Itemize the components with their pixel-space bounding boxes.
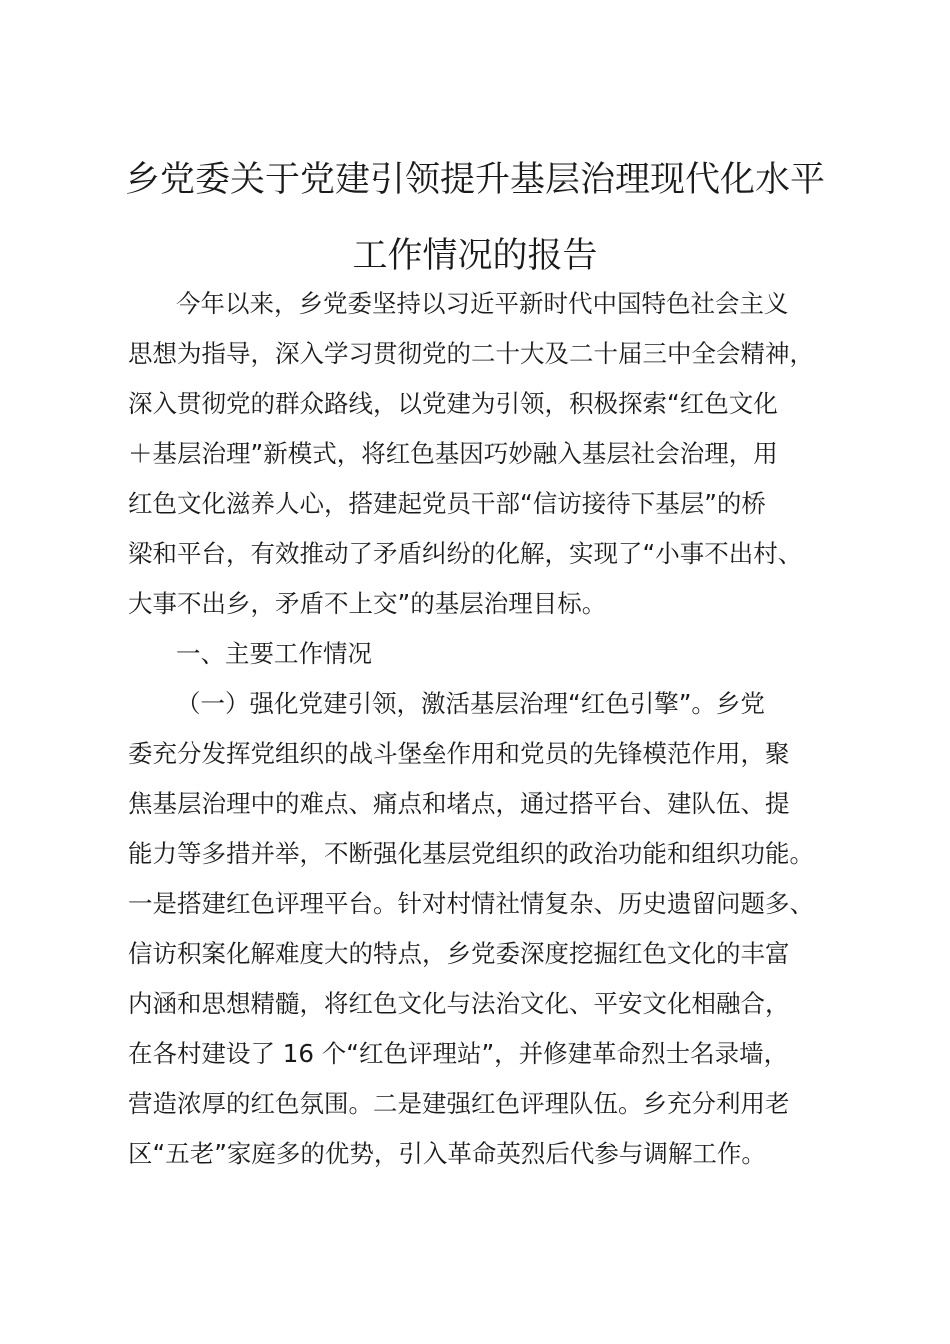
paragraph-section-1-line-7: 内涵和思想精髓，将红色文化与法治文化、平安文化相融合，: [128, 989, 790, 1018]
paragraph-intro-line-4: ＋基层治理”新模式，将红色基因巧妙融入基层社会治理，用: [128, 439, 778, 468]
paragraph-section-1-line-2: 委充分发挥党组织的战斗堡垒作用和党员的先锋模范作用，聚: [128, 739, 790, 768]
paragraph-intro-line-6: 梁和平台，有效推动了矛盾纠纷的化解，实现了“小事不出村、: [128, 539, 803, 568]
paragraph-intro-line-7: 大事不出乡，矛盾不上交”的基层治理目标。: [128, 589, 607, 618]
paragraph-section-1-line-1: （一）强化党建引领，激活基层治理“红色引擎”。乡党: [176, 689, 765, 718]
paragraph-section-1-line-3: 焦基层治理中的难点、痛点和堵点，通过搭平台、建队伍、提: [128, 789, 790, 818]
document-title-line-2: 工作情况的报告: [352, 236, 598, 276]
paragraph-section-1-line-5: 一是搭建红色评理平台。针对村情社情复杂、历史遗留问题多、: [128, 889, 814, 918]
paragraph-section-1-line-6: 信访积案化解难度大的特点，乡党委深度挖掘红色文化的丰富: [128, 939, 790, 968]
paragraph-intro-line-3: 深入贯彻党的群众路线，以党建为引领，积极探索“红色文化: [128, 389, 778, 418]
paragraph-intro-line-2: 思想为指导，深入学习贯彻党的二十大及二十届三中全会精神，: [128, 339, 814, 368]
paragraph-section-1-line-8: 在各村建设了 16 个“红色评理站”，并修建革命烈士名录墙，: [128, 1039, 789, 1068]
document-title-line-1: 乡党委关于党建引领提升基层治理现代化水平: [124, 160, 825, 200]
paragraph-intro-line-1: 今年以来，乡党委坚持以习近平新时代中国特色社会主义: [176, 289, 789, 318]
section-heading-main-work: 一、主要工作情况: [176, 639, 372, 668]
paragraph-section-1-line-10: 区“五老”家庭多的优势，引入革命英烈后代参与调解工作。: [128, 1139, 766, 1168]
paragraph-intro-line-5: 红色文化滋养人心，搭建起党员干部“信访接待下基层”的桥: [128, 489, 766, 518]
paragraph-section-1-line-4: 能力等多措并举，不断强化基层党组织的政治功能和组织功能。: [128, 839, 814, 868]
paragraph-section-1-line-9: 营造浓厚的红色氛围。二是建强红色评理队伍。乡充分利用老: [128, 1089, 790, 1118]
